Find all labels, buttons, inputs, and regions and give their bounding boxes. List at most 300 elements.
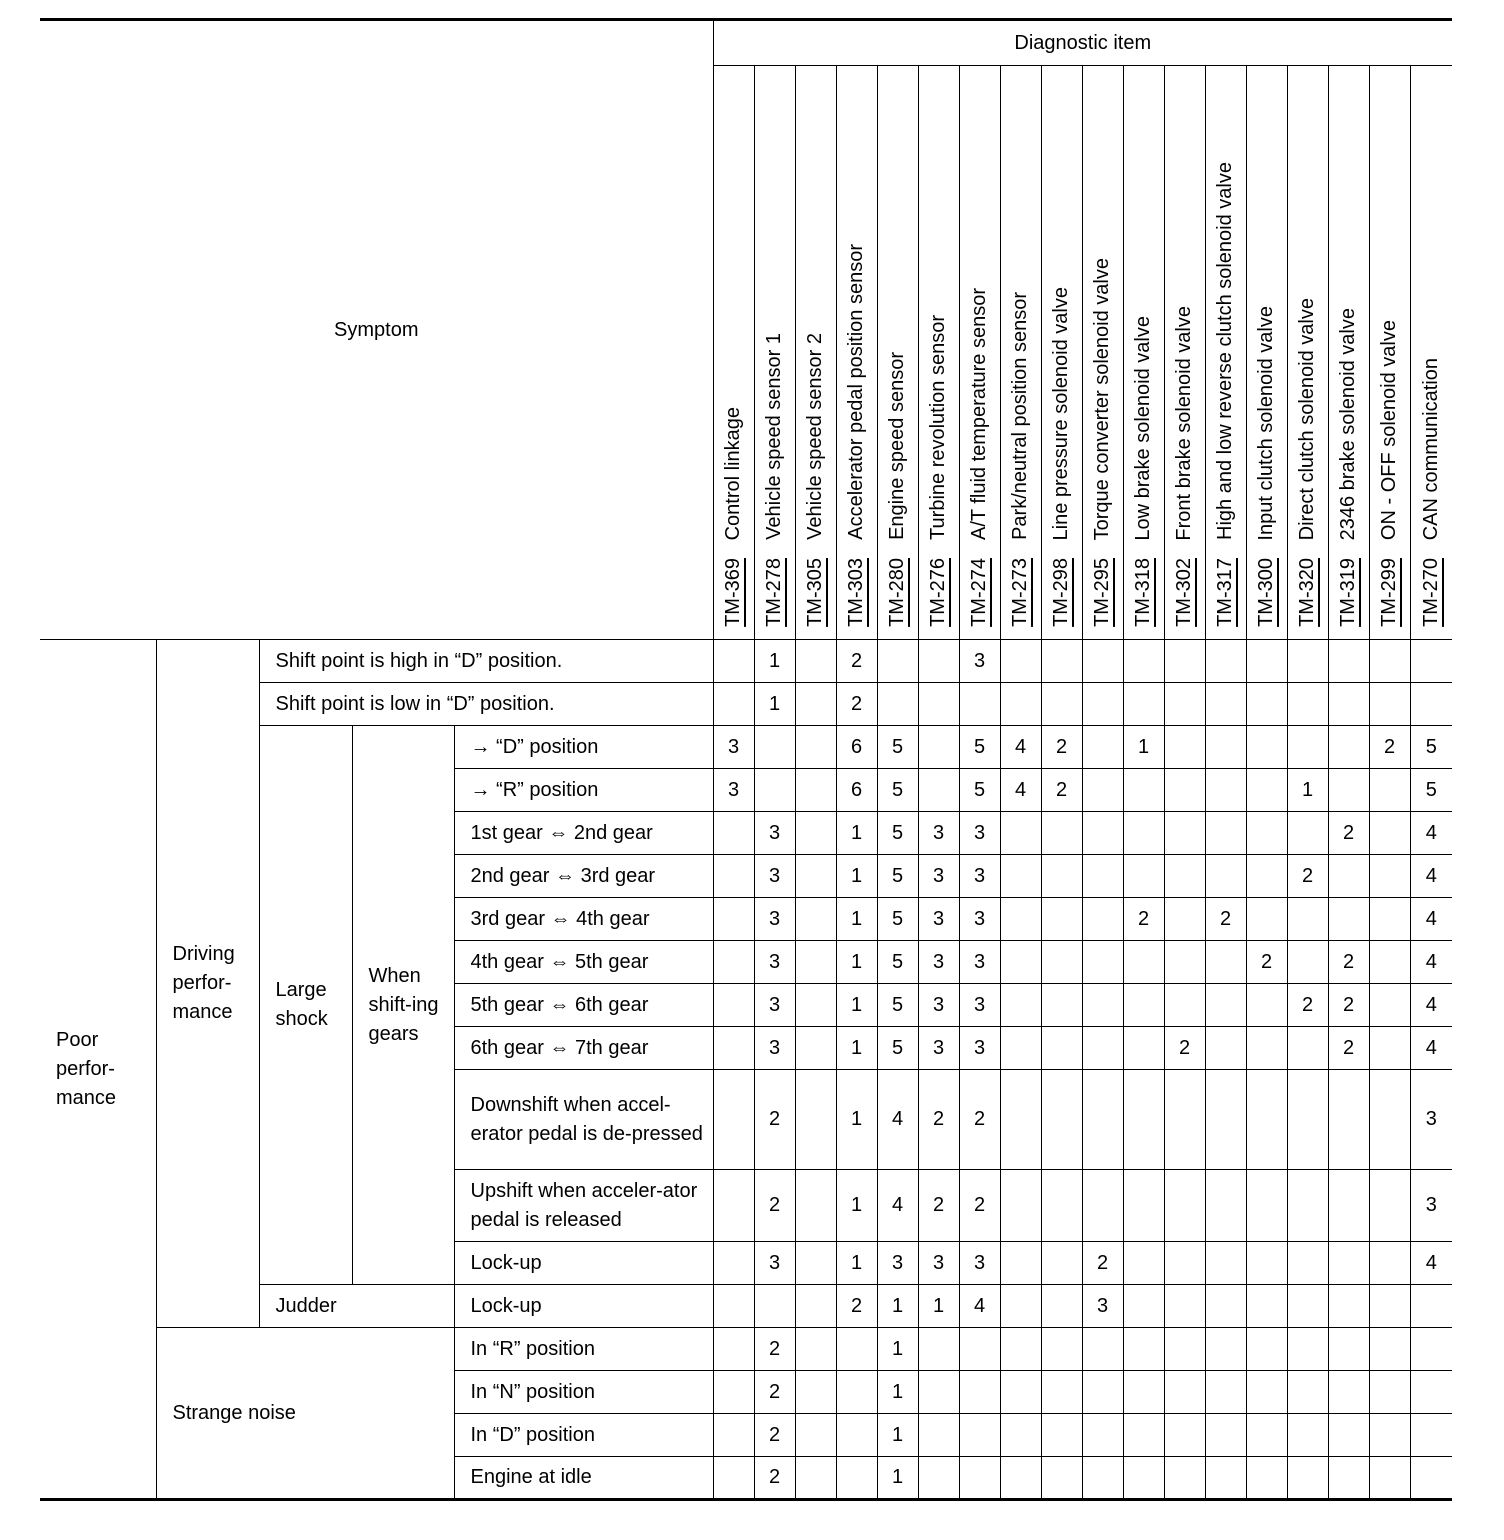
column-ref-link[interactable]: TM-274 <box>968 558 990 627</box>
priority-cell <box>795 1027 836 1070</box>
priority-cell: 5 <box>877 1027 918 1070</box>
column-name: Line pressure solenoid valve <box>1050 286 1072 541</box>
column-ref-link[interactable]: TM-298 <box>1050 558 1072 627</box>
priority-cell: 3 <box>959 898 1000 941</box>
column-ref-link[interactable]: TM-302 <box>1173 558 1195 627</box>
symptom-header-label: Symptom <box>334 318 419 341</box>
priority-cell: 3 <box>754 1242 795 1285</box>
symptom-label: 6th gear ⇔ 7th gear <box>454 1027 713 1070</box>
priority-cell <box>1041 941 1082 984</box>
priority-cell <box>1041 683 1082 726</box>
priority-cell <box>1328 726 1369 769</box>
priority-cell <box>1246 1170 1287 1242</box>
priority-cell <box>918 1457 959 1500</box>
column-name: Park/neutral position sensor <box>1009 292 1031 541</box>
priority-cell <box>918 1371 959 1414</box>
priority-cell <box>795 1457 836 1500</box>
priority-cell <box>1287 1027 1328 1070</box>
priority-cell: 2 <box>1369 726 1410 769</box>
priority-cell <box>1123 1027 1164 1070</box>
priority-cell <box>713 1328 754 1371</box>
priority-cell: 6 <box>836 769 877 812</box>
priority-cell <box>1123 1457 1164 1500</box>
priority-cell <box>1041 898 1082 941</box>
priority-cell: 1 <box>836 1070 877 1170</box>
priority-cell <box>1205 1027 1246 1070</box>
priority-cell <box>959 1457 1000 1500</box>
priority-cell <box>1082 1328 1123 1371</box>
priority-cell: 3 <box>959 855 1000 898</box>
priority-cell: 2 <box>1164 1027 1205 1070</box>
symptom-label: Shift point is low in “D” position. <box>259 683 713 726</box>
priority-cell <box>1287 640 1328 683</box>
diagnostic-item-header <box>713 20 1452 66</box>
priority-cell <box>1287 1457 1328 1500</box>
symptom-label: Lock-up <box>454 1242 713 1285</box>
priority-cell: 3 <box>1410 1170 1452 1242</box>
symptom-label: → “R” position <box>454 769 713 812</box>
column-ref-link[interactable]: TM-320 <box>1296 558 1318 627</box>
priority-cell: 3 <box>713 726 754 769</box>
priority-cell <box>1205 726 1246 769</box>
priority-cell <box>1164 1414 1205 1457</box>
priority-cell <box>1041 1070 1082 1170</box>
column-header <box>1041 66 1082 640</box>
priority-cell <box>713 941 754 984</box>
priority-cell <box>1328 1242 1369 1285</box>
priority-cell <box>1164 1070 1205 1170</box>
priority-cell <box>1369 1170 1410 1242</box>
priority-cell <box>1205 1371 1246 1414</box>
priority-cell: 5 <box>959 726 1000 769</box>
priority-cell <box>795 1328 836 1371</box>
column-ref-link[interactable]: TM-295 <box>1091 558 1113 627</box>
priority-cell: 1 <box>836 898 877 941</box>
column-header <box>1410 66 1452 640</box>
column-header <box>1082 66 1123 640</box>
priority-cell: 2 <box>1246 941 1287 984</box>
priority-cell: 3 <box>754 1027 795 1070</box>
priority-cell <box>1000 1371 1041 1414</box>
priority-cell: 3 <box>877 1242 918 1285</box>
priority-cell: 5 <box>959 769 1000 812</box>
priority-cell <box>1246 683 1287 726</box>
priority-cell <box>836 1457 877 1500</box>
priority-cell <box>959 1371 1000 1414</box>
priority-cell <box>1000 855 1041 898</box>
priority-cell <box>795 1285 836 1328</box>
priority-cell: 3 <box>959 941 1000 984</box>
priority-cell <box>918 683 959 726</box>
priority-cell: 1 <box>836 855 877 898</box>
column-name: CAN communication <box>1419 357 1442 541</box>
priority-cell: 5 <box>877 855 918 898</box>
priority-cell: 3 <box>959 812 1000 855</box>
priority-cell <box>795 1371 836 1414</box>
priority-cell: 1 <box>836 812 877 855</box>
priority-cell <box>1082 769 1123 812</box>
column-name: Vehicle speed sensor 2 <box>804 333 826 541</box>
priority-cell: 3 <box>918 898 959 941</box>
symptom-label: Downshift when accel-erator pedal is de-pressed <box>454 1070 713 1170</box>
priority-cell <box>795 726 836 769</box>
priority-cell <box>795 855 836 898</box>
priority-cell: 3 <box>754 984 795 1027</box>
priority-cell: 2 <box>1205 898 1246 941</box>
priority-cell <box>1205 1170 1246 1242</box>
priority-cell <box>918 1328 959 1371</box>
symptom-label: Upshift when acceler-ator pedal is released <box>454 1170 713 1242</box>
priority-cell <box>1041 855 1082 898</box>
priority-cell <box>836 1414 877 1457</box>
column-header <box>877 66 918 640</box>
column-ref-link[interactable]: TM-280 <box>886 558 908 627</box>
priority-cell <box>1205 1328 1246 1371</box>
priority-cell <box>1164 640 1205 683</box>
priority-cell: 5 <box>877 769 918 812</box>
priority-cell <box>1123 1414 1164 1457</box>
priority-cell <box>1328 640 1369 683</box>
priority-cell <box>1123 769 1164 812</box>
priority-cell <box>1164 769 1205 812</box>
column-ref-link[interactable]: TM-273 <box>1009 558 1031 627</box>
column-name: Direct clutch solenoid valve <box>1296 297 1318 541</box>
priority-cell <box>713 1371 754 1414</box>
priority-cell: 2 <box>959 1170 1000 1242</box>
priority-cell <box>1205 1070 1246 1170</box>
group-poor-performance: Poor perfor-mance <box>40 640 156 1500</box>
priority-cell <box>959 1328 1000 1371</box>
priority-cell <box>1287 1414 1328 1457</box>
column-name: Turbine revolution sensor <box>927 315 949 541</box>
group-when-shifting-gears: When shift-ing gears <box>352 726 454 1285</box>
priority-cell <box>754 726 795 769</box>
priority-cell <box>1041 640 1082 683</box>
priority-cell <box>1369 1414 1410 1457</box>
priority-cell <box>1369 1328 1410 1371</box>
priority-cell <box>1041 1242 1082 1285</box>
column-ref-link[interactable]: TM-317 <box>1214 558 1236 627</box>
priority-cell <box>1000 1070 1041 1170</box>
priority-cell <box>1000 1328 1041 1371</box>
group-driving-performance: Driving perfor-mance <box>156 640 259 1328</box>
priority-cell <box>1246 1457 1287 1500</box>
table-row <box>40 1328 1452 1371</box>
priority-cell <box>1123 1285 1164 1328</box>
priority-cell <box>795 769 836 812</box>
priority-cell <box>1369 984 1410 1027</box>
priority-cell <box>1205 855 1246 898</box>
column-name: Engine speed sensor <box>886 352 908 541</box>
priority-cell: 3 <box>1410 1070 1452 1170</box>
priority-cell <box>1205 640 1246 683</box>
priority-cell <box>1410 1457 1452 1500</box>
priority-cell: 2 <box>754 1328 795 1371</box>
priority-cell <box>754 1285 795 1328</box>
priority-cell <box>1246 1285 1287 1328</box>
priority-cell <box>713 683 754 726</box>
column-ref-link[interactable]: TM-278 <box>763 558 785 627</box>
priority-cell <box>1328 1457 1369 1500</box>
priority-cell <box>1287 1170 1328 1242</box>
priority-cell <box>1287 1328 1328 1371</box>
priority-cell <box>1410 1328 1452 1371</box>
priority-cell <box>1164 1457 1205 1500</box>
priority-cell: 2 <box>1287 984 1328 1027</box>
column-header <box>713 66 754 640</box>
priority-cell <box>1410 683 1452 726</box>
priority-cell <box>1164 1371 1205 1414</box>
priority-cell <box>1246 769 1287 812</box>
column-ref-link[interactable]: TM-303 <box>845 558 867 627</box>
priority-cell <box>1123 1328 1164 1371</box>
priority-cell <box>1041 1457 1082 1500</box>
priority-cell <box>1369 1242 1410 1285</box>
priority-cell <box>1287 812 1328 855</box>
priority-cell <box>1164 812 1205 855</box>
priority-cell <box>1369 1027 1410 1070</box>
group-judder: Judder <box>259 1285 454 1328</box>
priority-cell <box>1287 898 1328 941</box>
priority-cell <box>1369 941 1410 984</box>
column-name: Low brake solenoid valve <box>1132 315 1154 541</box>
priority-cell <box>1410 640 1452 683</box>
priority-cell <box>1123 984 1164 1027</box>
column-header <box>1164 66 1205 640</box>
symptom-label: 1st gear ⇔ 2nd gear <box>454 812 713 855</box>
priority-cell <box>1000 683 1041 726</box>
priority-cell: 1 <box>877 1285 918 1328</box>
symptom-label: Lock-up <box>454 1285 713 1328</box>
priority-cell: 2 <box>918 1070 959 1170</box>
priority-cell <box>1000 1027 1041 1070</box>
priority-cell <box>1287 1371 1328 1414</box>
priority-cell <box>1000 1414 1041 1457</box>
priority-cell <box>1164 1328 1205 1371</box>
column-header <box>959 66 1000 640</box>
priority-cell <box>1205 1242 1246 1285</box>
column-ref-link[interactable]: TM-319 <box>1337 558 1359 627</box>
priority-cell: 1 <box>877 1328 918 1371</box>
priority-cell <box>1246 726 1287 769</box>
priority-cell <box>1410 1285 1452 1328</box>
priority-cell: 2 <box>918 1170 959 1242</box>
priority-cell <box>754 769 795 812</box>
priority-cell <box>1246 898 1287 941</box>
column-header <box>918 66 959 640</box>
priority-cell <box>1000 898 1041 941</box>
priority-cell: 4 <box>1000 769 1041 812</box>
symptom-label: 2nd gear ⇔ 3rd gear <box>454 855 713 898</box>
priority-cell <box>1246 984 1287 1027</box>
priority-cell <box>918 640 959 683</box>
priority-cell: 1 <box>1287 769 1328 812</box>
priority-cell: 4 <box>1410 1242 1452 1285</box>
priority-cell <box>795 1242 836 1285</box>
priority-cell: 3 <box>959 984 1000 1027</box>
priority-cell <box>1123 683 1164 726</box>
column-header <box>1369 66 1410 640</box>
priority-cell: 3 <box>918 941 959 984</box>
priority-cell <box>713 898 754 941</box>
priority-cell: 4 <box>1410 941 1452 984</box>
symptom-label: Engine at idle <box>454 1457 713 1500</box>
priority-cell: 1 <box>877 1414 918 1457</box>
priority-cell: 3 <box>918 1027 959 1070</box>
column-name: ON - OFF solenoid valve <box>1378 320 1400 541</box>
priority-cell: 3 <box>959 1027 1000 1070</box>
priority-cell <box>795 984 836 1027</box>
priority-cell <box>1246 1027 1287 1070</box>
column-name: Torque converter solenoid valve <box>1091 257 1113 541</box>
priority-cell <box>1164 1242 1205 1285</box>
priority-cell: 3 <box>959 1242 1000 1285</box>
priority-cell <box>1000 1285 1041 1328</box>
column-ref-link[interactable]: TM-276 <box>927 558 949 627</box>
priority-cell <box>795 941 836 984</box>
priority-cell <box>1082 1070 1123 1170</box>
priority-cell <box>713 1170 754 1242</box>
column-header <box>795 66 836 640</box>
priority-cell: 2 <box>1287 855 1328 898</box>
symptom-label: In “D” position <box>454 1414 713 1457</box>
priority-cell <box>1328 855 1369 898</box>
priority-cell: 2 <box>836 640 877 683</box>
priority-cell: 6 <box>836 726 877 769</box>
priority-cell: 2 <box>1328 1027 1369 1070</box>
priority-cell <box>836 1371 877 1414</box>
column-ref-link[interactable]: TM-300 <box>1255 558 1277 627</box>
priority-cell: 2 <box>754 1070 795 1170</box>
priority-cell <box>1123 941 1164 984</box>
column-name: Vehicle speed sensor 1 <box>763 333 785 541</box>
priority-cell <box>1328 1285 1369 1328</box>
priority-cell <box>1000 1457 1041 1500</box>
priority-cell <box>795 898 836 941</box>
priority-cell <box>1287 726 1328 769</box>
column-name: Front brake solenoid valve <box>1173 305 1195 541</box>
priority-cell <box>1328 1328 1369 1371</box>
priority-cell <box>1164 726 1205 769</box>
priority-cell <box>1041 1328 1082 1371</box>
priority-cell: 3 <box>713 769 754 812</box>
priority-cell: 4 <box>1410 1027 1452 1070</box>
priority-cell <box>1287 1070 1328 1170</box>
priority-cell <box>1000 812 1041 855</box>
priority-cell <box>1205 812 1246 855</box>
priority-cell: 1 <box>836 1027 877 1070</box>
priority-cell <box>1164 855 1205 898</box>
column-ref-link[interactable]: TM-305 <box>804 558 826 627</box>
priority-cell <box>713 1285 754 1328</box>
column-name: High and low reverse clutch solenoid valve <box>1214 162 1236 541</box>
column-name: Accelerator pedal position sensor <box>845 244 867 541</box>
priority-cell: 2 <box>836 1285 877 1328</box>
column-ref-link[interactable]: TM-270 <box>1419 558 1442 627</box>
priority-cell: 1 <box>754 640 795 683</box>
column-ref-link[interactable]: TM-299 <box>1378 558 1400 627</box>
priority-cell <box>1287 683 1328 726</box>
priority-cell: 1 <box>836 941 877 984</box>
priority-cell <box>795 812 836 855</box>
priority-cell <box>1123 640 1164 683</box>
priority-cell: 3 <box>754 855 795 898</box>
priority-cell: 5 <box>877 812 918 855</box>
diagnostic-item-label: Diagnostic item <box>1014 31 1152 54</box>
priority-cell <box>1369 1070 1410 1170</box>
priority-cell: 2 <box>1328 984 1369 1027</box>
priority-cell <box>959 683 1000 726</box>
priority-cell: 1 <box>877 1457 918 1500</box>
priority-cell <box>1246 855 1287 898</box>
priority-cell <box>1369 640 1410 683</box>
column-ref-link[interactable]: TM-318 <box>1132 558 1154 627</box>
priority-cell: 2 <box>836 683 877 726</box>
priority-cell: 2 <box>1328 941 1369 984</box>
column-header <box>1328 66 1369 640</box>
priority-cell <box>1369 1371 1410 1414</box>
priority-cell: 3 <box>918 812 959 855</box>
priority-cell <box>1369 1457 1410 1500</box>
priority-cell: 2 <box>1123 898 1164 941</box>
priority-cell <box>713 1414 754 1457</box>
priority-cell: 3 <box>754 941 795 984</box>
priority-cell: 1 <box>877 1371 918 1414</box>
priority-cell: 2 <box>1041 769 1082 812</box>
group-strange-noise: Strange noise <box>156 1328 454 1500</box>
priority-cell <box>1369 812 1410 855</box>
priority-cell <box>795 1070 836 1170</box>
priority-cell: 5 <box>877 941 918 984</box>
column-header <box>1246 66 1287 640</box>
symptom-label: 5th gear ⇔ 6th gear <box>454 984 713 1027</box>
priority-cell <box>1287 941 1328 984</box>
priority-cell <box>1205 683 1246 726</box>
symptom-label: → “D” position <box>454 726 713 769</box>
priority-cell <box>1246 640 1287 683</box>
priority-cell <box>1164 941 1205 984</box>
column-ref-link[interactable]: TM-369 <box>722 558 744 627</box>
priority-cell <box>877 640 918 683</box>
priority-cell <box>795 1170 836 1242</box>
priority-cell <box>713 640 754 683</box>
priority-cell <box>1123 1170 1164 1242</box>
priority-cell: 4 <box>959 1285 1000 1328</box>
priority-cell <box>1328 898 1369 941</box>
priority-cell <box>1369 1285 1410 1328</box>
priority-cell <box>1123 1070 1164 1170</box>
priority-cell: 3 <box>918 855 959 898</box>
priority-cell: 2 <box>754 1170 795 1242</box>
column-header <box>1287 66 1328 640</box>
symptom-label: In “N” position <box>454 1371 713 1414</box>
priority-cell <box>1123 1242 1164 1285</box>
priority-cell <box>1369 683 1410 726</box>
column-name: 2346 brake solenoid valve <box>1337 307 1359 541</box>
symptom-label: Shift point is high in “D” position. <box>259 640 713 683</box>
priority-cell <box>1041 1027 1082 1070</box>
priority-cell <box>1369 769 1410 812</box>
priority-cell <box>1164 898 1205 941</box>
priority-cell <box>713 855 754 898</box>
priority-cell <box>1082 941 1123 984</box>
priority-cell <box>1287 1242 1328 1285</box>
priority-cell <box>1328 769 1369 812</box>
priority-cell <box>959 1414 1000 1457</box>
priority-cell <box>1410 1371 1452 1414</box>
priority-cell <box>1041 984 1082 1027</box>
priority-cell <box>713 1027 754 1070</box>
